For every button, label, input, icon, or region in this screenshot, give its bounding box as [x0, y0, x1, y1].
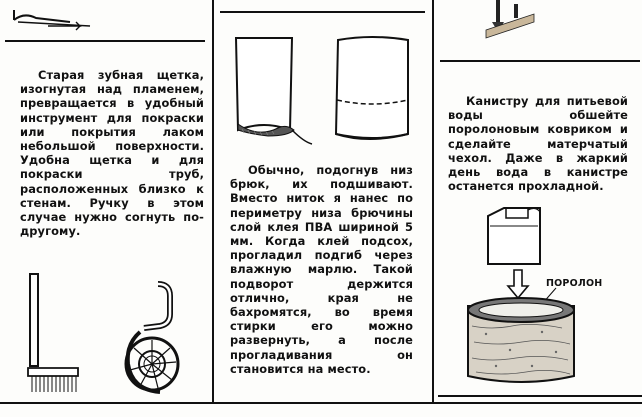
trouser-hem-paragraph: Обычно, подогнув низ брюк, их подшивают. Вместо ниток я нанес по периметру низа брючины слой клея ПВА шириной 5 мм. Когда клей подсох, прогладил подгиб через влажную марлю. Такой подворот держится отлично, края не бахромятся, во время стирки его можно развернуть, а после прогладивания он становится на место.	[230, 163, 413, 376]
foam-label: ПОРОЛОН	[546, 278, 603, 289]
brush-tools-illustration-top	[10, 0, 110, 32]
bottom-rule	[0, 402, 642, 404]
trouser-hem-illustration	[228, 34, 418, 146]
column-divider-right	[432, 0, 434, 402]
column-divider-left	[212, 0, 214, 402]
screw-illustration	[478, 0, 538, 40]
foam-cover-illustration	[462, 296, 582, 386]
left-column-text	[20, 68, 204, 238]
bent-toothbrush-illustration	[18, 268, 98, 396]
pipe-toothbrush-illustration	[118, 282, 198, 396]
canister-illustration	[468, 206, 588, 266]
canister-paragraph: Канистру для питьевой воды обшейте поролоновым ковриком и сделайте матерчатый чехол. Даже в жаркий день вода в канистре останется прохладной.	[448, 94, 628, 194]
section-rule-right	[440, 60, 640, 62]
toothbrush-paragraph: Старая зубная щетка, изогнутая над пламенем, превращается в удобный инструмент для покраски или покрытия лаком небольшой поверхности. Удобна щетка и для покраски труб, расположенных близко к стенам. Ручку в этом случае нужно согнуть по-другому.	[20, 68, 204, 239]
right-column-text	[448, 94, 628, 193]
bottom-rule-right	[438, 395, 642, 397]
middle-column-text	[230, 163, 413, 376]
section-rule-left	[5, 40, 205, 42]
section-rule-middle	[220, 11, 425, 13]
